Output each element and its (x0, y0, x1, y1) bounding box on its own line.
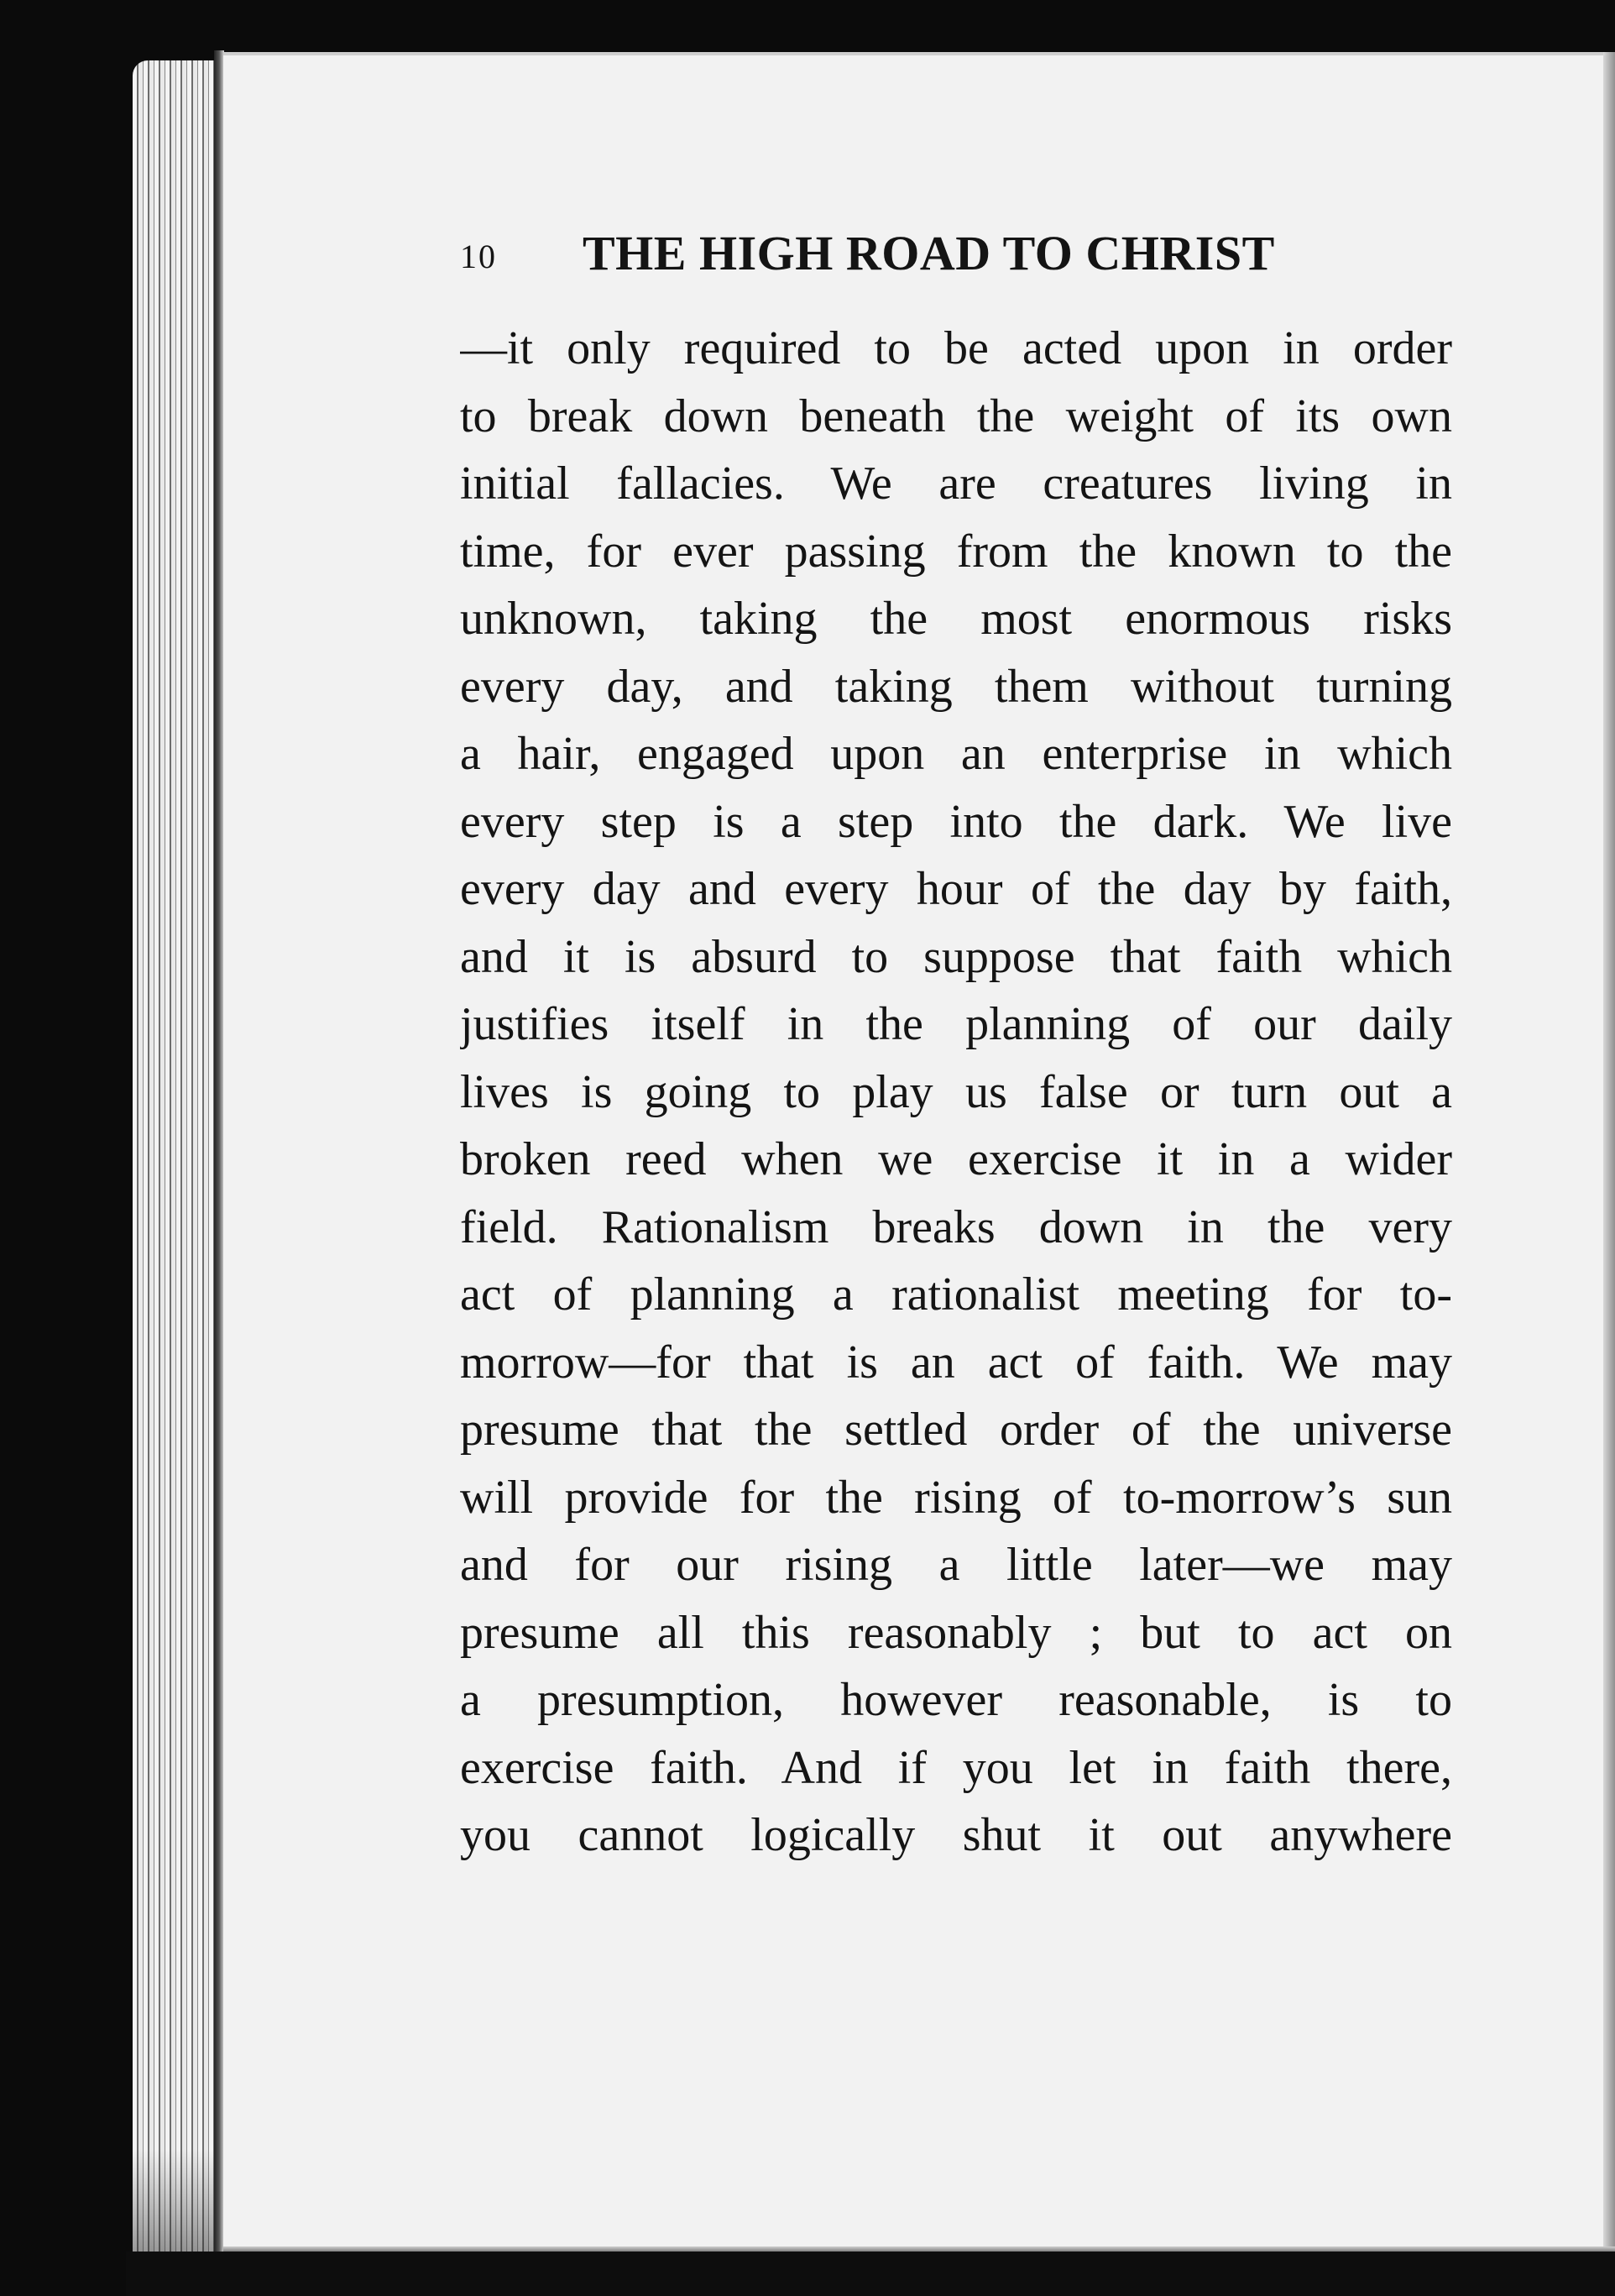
text-line: and it is absurd to suppose that faith which (460, 930, 1452, 983)
text-line: to break down beneath the weight of its own (460, 390, 1452, 442)
text-line: a presumption, however reasonable, is to (460, 1674, 1452, 1726)
running-head (460, 217, 1452, 292)
text-line: will provide for the rising of to-morrow’s sun (460, 1471, 1452, 1524)
text-line: presume all this reasonably ; but to act on (460, 1606, 1452, 1659)
page-right-edge (1603, 52, 1615, 2252)
text-line: time, for ever passing from the known to the (460, 525, 1452, 578)
text-line: every day, and taking them without turning (460, 660, 1452, 713)
text-line: lives is going to play us false or turn out a (460, 1065, 1452, 1118)
text-line: unknown, taking the most enormous risks (460, 593, 1452, 645)
page-number: 10 (460, 238, 497, 275)
text-line: every day and every hour of the day by faith, (460, 863, 1452, 915)
text-line: a hair, engaged upon an enterprise in which (460, 728, 1452, 780)
text-line: and for our rising a little later—we may (460, 1539, 1452, 1591)
text-line: justifies itself in the planning of our daily (460, 998, 1452, 1050)
text-line: you cannot logically shut it out anywhere (460, 1809, 1452, 1861)
book-page-edges (133, 60, 223, 2277)
text-line: presume that the settled order of the universe (460, 1404, 1452, 1456)
scan-bottom-border (126, 2252, 1615, 2296)
text-line: exercise faith. And if you let in faith there, (460, 1741, 1452, 1794)
text-line: every step is a step into the dark. We live (460, 795, 1452, 848)
text-line: initial fallacies. We are creatures living in (460, 458, 1452, 510)
body-text (460, 315, 1452, 1870)
text-line: morrow—for that is an act of faith. We may (460, 1336, 1452, 1389)
text-line: —it only required to be acted upon in order (460, 322, 1452, 374)
text-line: field. Rationalism breaks down in the very (460, 1200, 1452, 1253)
text-line: act of planning a rationalist meeting for to- (460, 1268, 1452, 1321)
text-line: broken reed when we exercise it in a wider (460, 1133, 1452, 1185)
running-title: THE HIGH ROAD TO CHRIST (583, 226, 1275, 280)
